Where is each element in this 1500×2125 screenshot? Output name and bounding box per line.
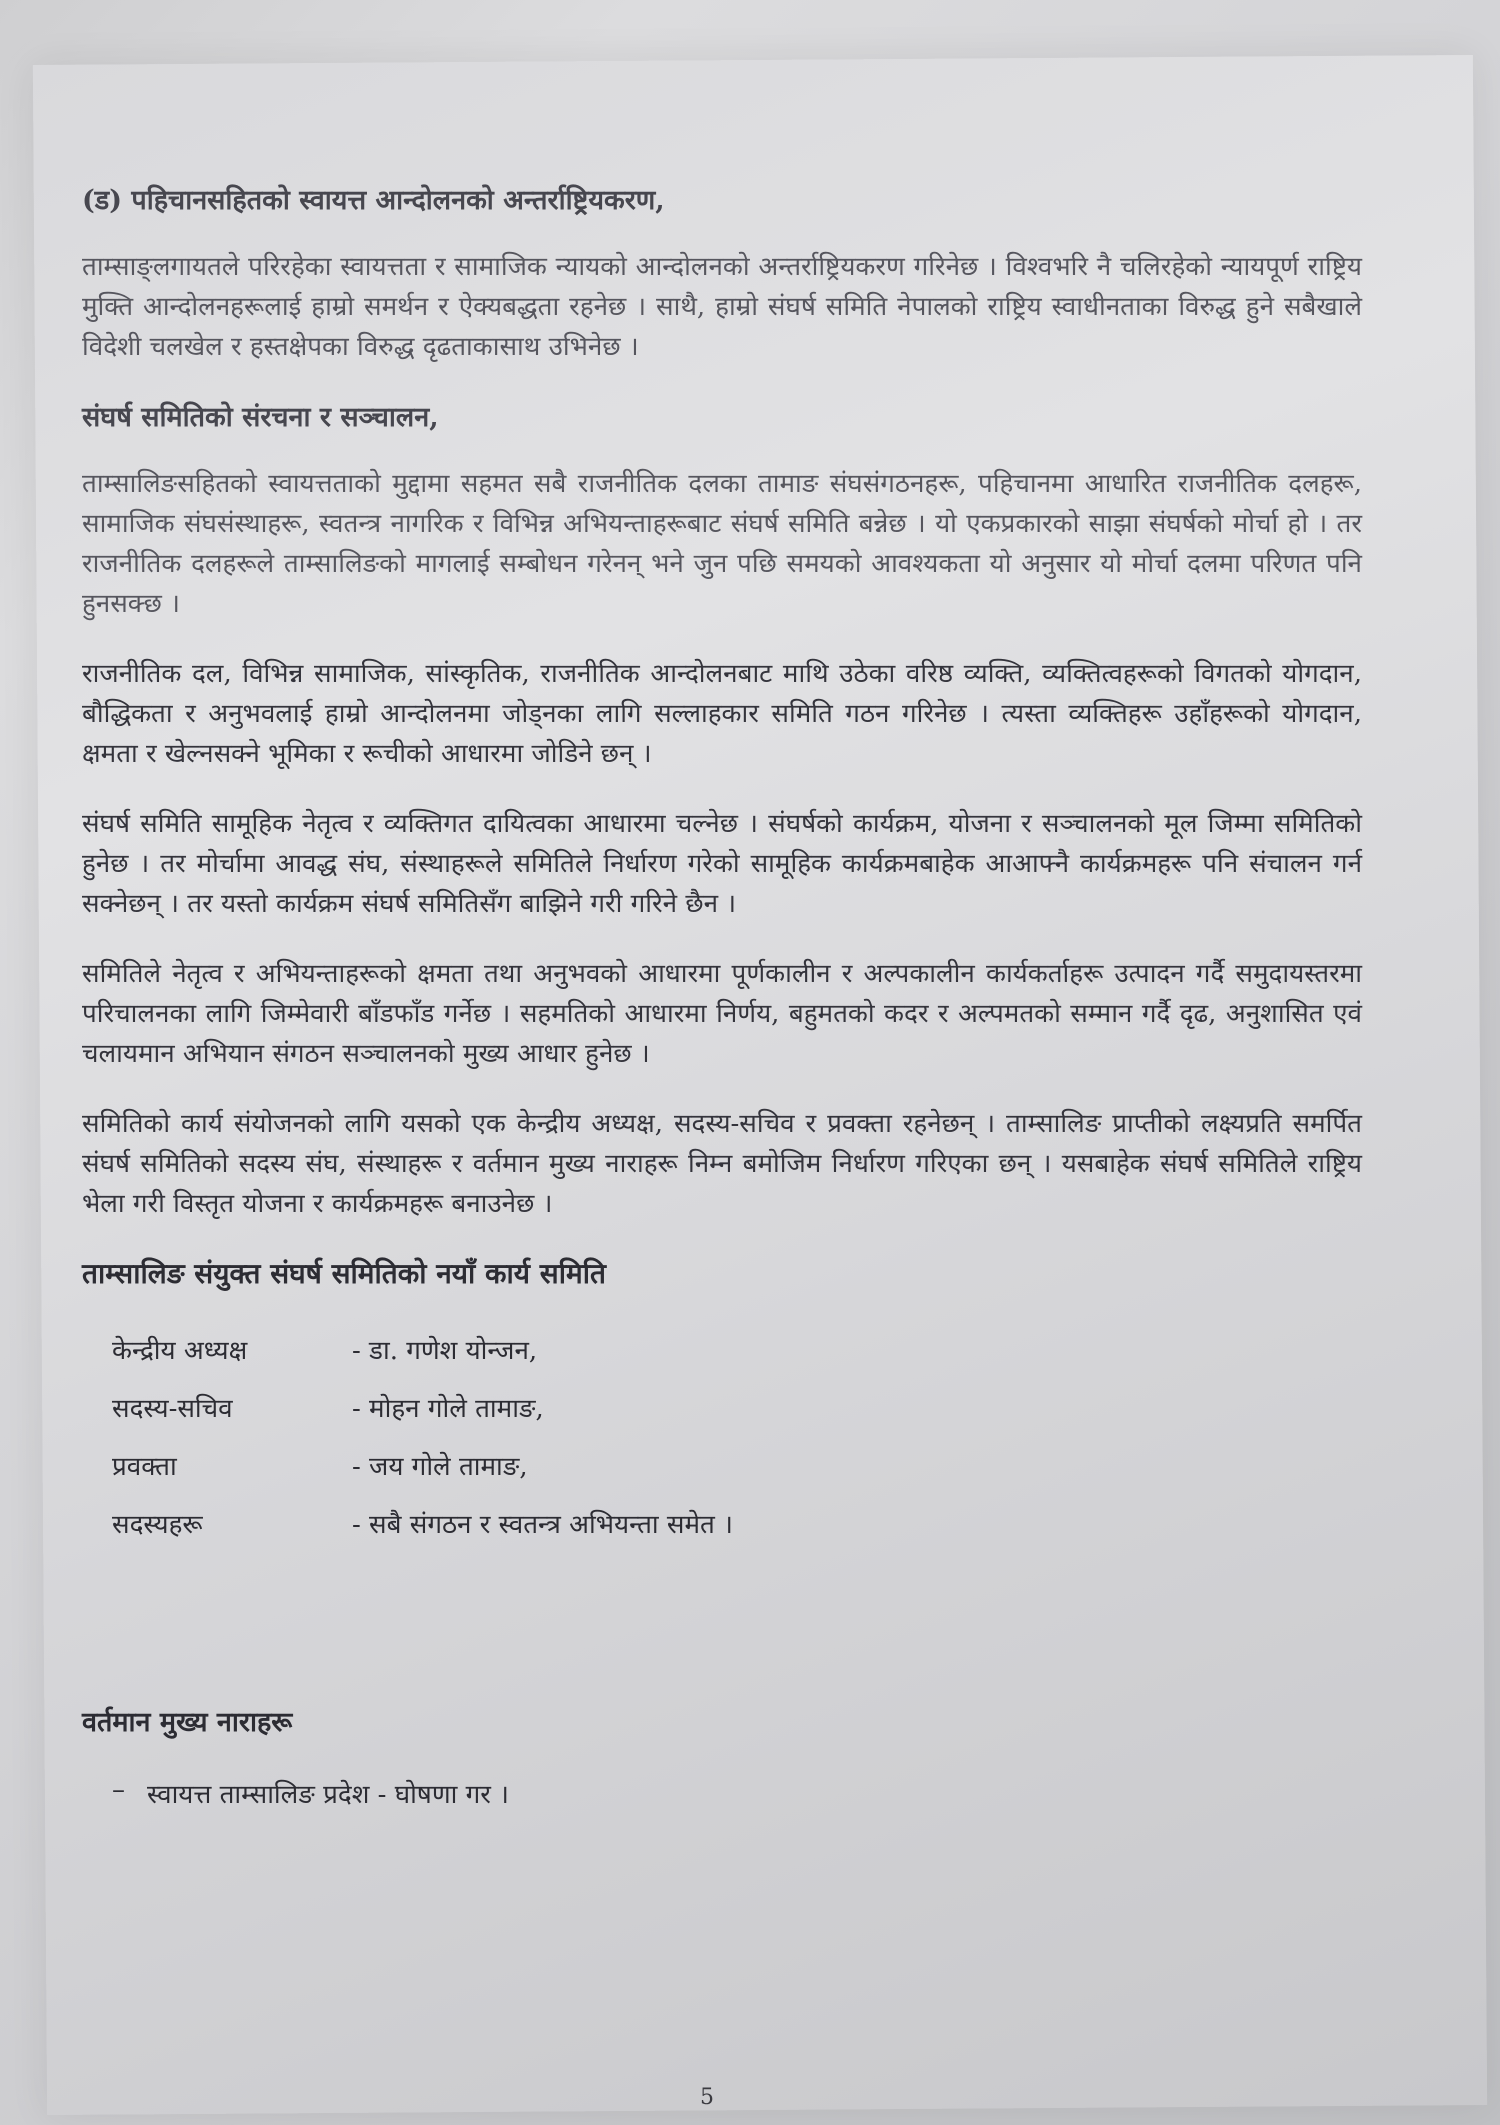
roster-role: केन्द्रीय अध्यक्ष [112,1336,248,1366]
section-heading-internationalization: (ड) पहिचानसहितको स्वायत्त आन्दोलनको अन्तर्राष्ट्रियकरण, [82,185,665,216]
page-number: 5 [700,2085,714,2110]
roster-name: - मोहन गोले तामाङ, [352,1394,544,1424]
roster-role: सदस्यहरू [112,1510,203,1540]
paragraph-internationalization: ताम्साङ्लगायतले परिरहेका स्वायत्तता र सामाजिक न्यायको आन्दोलनको अन्तर्राष्ट्रियकरण गरिनेछ । विश्वभरि नै चलिरहेको न्यायपूर्ण राष्ट्रिय मुक्ति आन्दोलनहरूलाई हाम्रो समर्थन र ऐक्यबद्धता रहनेछ । साथै, हाम्रो संघर्ष समिति नेपालको राष्ट्रिय स्वाधीनताका विरुद्ध हुने सबैखाले विदेशी चलखेल र हस्तक्षेपका विरुद्ध दृढताकासाथ उभिनेछ । [82,252,1362,362]
roster-row [112,1494,1362,1552]
roster-name: - डा. गणेश योन्जन, [352,1336,538,1366]
roster-row [112,1436,1362,1494]
paragraph-coordination: समितिको कार्य संयोजनको लागि यसको एक केन्द्रीय अध्यक्ष, सदस्य-सचिव र प्रवक्ता रहनेछन् । ताम्सालिङ प्राप्तीको लक्ष्यप्रति समर्पित संघर्ष समितिको सदस्य संघ, संस्थाहरू र वर्तमान मुख्य नाराहरू निम्न बमोजिम निर्धारण गरिएका छन् । यसबाहेक संघर्ष समितिले राष्ट्रिय भेला गरी विस्तृत योजना र कार्यक्रमहरू बनाउनेछ । [82,1109,1362,1219]
slogan-text: स्वायत्त ताम्सालिङ प्रदेश - घोषणा गर । [147,1780,510,1810]
paragraph-advisory: राजनीतिक दल, विभिन्न सामाजिक, सांस्कृतिक, राजनीतिक आन्दोलनबाट माथि उठेका वरिष्ठ व्यक्ति, व्यक्तित्वहरूको विगतको योगदान, बौद्धिकता र अनुभवलाई हाम्रो आन्दोलनमा जोड्नका लागि सल्लाहकार समिति गठन गरिनेछ । त्यस्ता व्यक्तिहरू उहाँहरूको योगदान, क्षमता र खेल्नसक्ने भूमिका र रूचीको आधारमा जोडिने छन् । [82,659,1362,769]
roster-name: - सबै संगठन र स्वतन्त्र अभियन्ता समेत । [352,1510,733,1540]
section-heading-structure: संघर्ष समितिको संरचना र सञ्चालन, [82,402,439,433]
slogan-item [112,1775,1362,1811]
committee-title: ताम्सालिङ संयुक्त संघर्ष समितिको नयाँ कार्य समिति [82,1257,606,1290]
roster-role: प्रवक्ता [112,1452,177,1482]
roster-row [112,1378,1362,1436]
slogans-title: वर्तमान मुख्य नाराहरू [82,1707,293,1738]
roster-row [112,1320,1362,1378]
paragraph-structure: ताम्सालिङसहितको स्वायत्तताको मुद्दामा सहमत सबै राजनीतिक दलका तामाङ संघसंगठनहरू, पहिचानमा आधारित राजनीतिक दलहरू, सामाजिक संघसंस्थाहरू, स्वतन्त्र नागरिक र विभिन्न अभियन्ताहरूबाट संघर्ष समिति बन्नेछ । यो एकप्रकारको साझा संघर्षको मोर्चा हो । तर राजनीतिक दलहरूले ताम्सालिङको मागलाई सम्बोधन गरेनन् भने जुन पछि समयको आवश्यकता यो अनुसार यो मोर्चा दलमा परिणत पनि हुनसक्छ । [82,469,1362,619]
paragraph-leadership: संघर्ष समिति सामूहिक नेतृत्व र व्यक्तिगत दायित्वका आधारमा चल्नेछ । संघर्षको कार्यक्रम, योजना र सञ्चालनको मूल जिम्मा समितिको हुनेछ । तर मोर्चामा आवद्ध संघ, संस्थाहरूले समितिले निर्धारण गरेको सामूहिक कार्यक्रमबाहेक आआफ्नै कार्यक्रमहरू पनि संचालन गर्न सक्नेछन् । तर यस्तो कार्यक्रम संघर्ष समितिसँग बाझिने गरी गरिने छैन । [82,809,1362,919]
slogan-dash: – [112,1775,125,1805]
document-body [82,180,1362,1811]
roster-name: - जय गोले तामाङ, [352,1452,528,1482]
paragraph-mobilization: समितिले नेतृत्व र अभियन्ताहरूको क्षमता तथा अनुभवको आधारमा पूर्णकालीन र अल्पकालीन कार्यकर्ताहरू उत्पादन गर्दै समुदायस्तरमा परिचालनका लागि जिम्मेवारी बाँडफाँड गर्नेछ । सहमतिको आधारमा निर्णय, बहुमतको कदर र अल्पमतको सम्मान गर्दै दृढ, अनुशासित एवं चलायमान अभियान संगठन सञ्चालनको मुख्य आधार हुनेछ । [82,959,1362,1069]
committee-roster [112,1320,1362,1552]
roster-role: सदस्य-सचिव [112,1394,233,1424]
